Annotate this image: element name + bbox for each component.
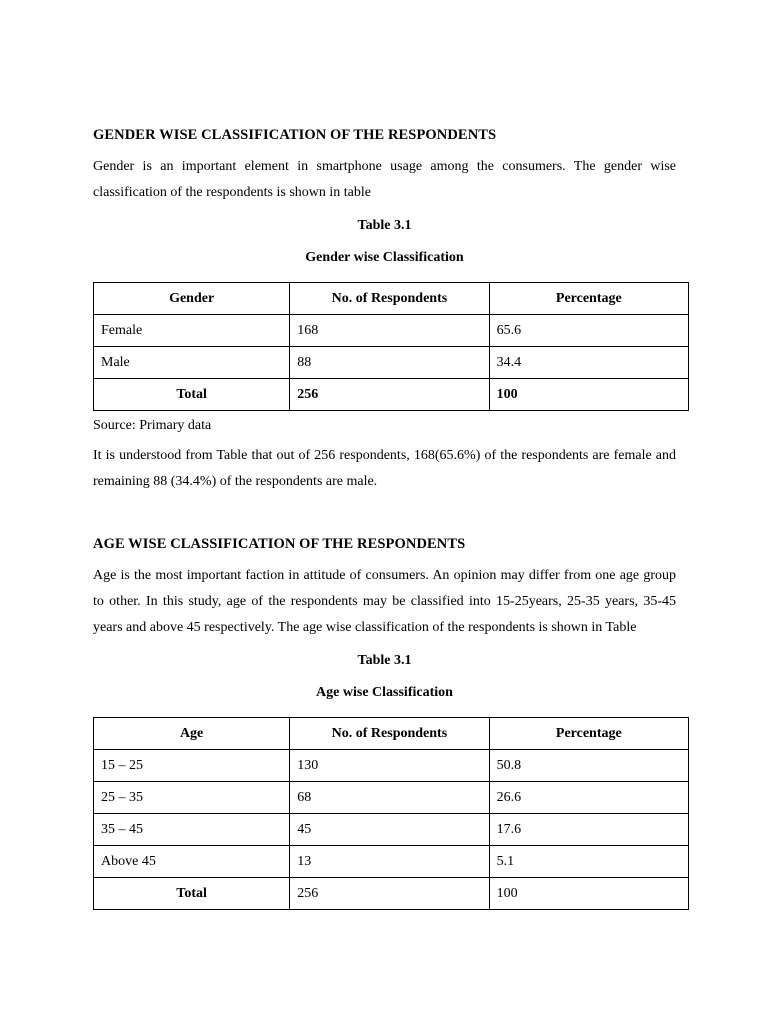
table-cell: Male [94,347,290,379]
table-cell: 168 [290,315,489,347]
table-cell: 26.6 [489,782,688,814]
table-cell: 17.6 [489,814,688,846]
gender-section-heading: GENDER WISE CLASSIFICATION OF THE RESPONDENTS [93,127,497,143]
table-cell: 13 [290,846,489,878]
table-cell: 256 [290,379,489,411]
age-table-title: Age wise Classification [316,685,453,700]
table-cell: 100 [489,878,688,910]
table-total-row [94,379,689,411]
table-cell: 65.6 [489,315,688,347]
column-header: Age [94,718,290,750]
table-total-row [94,878,689,910]
column-header: Percentage [489,718,688,750]
age-section-heading: AGE WISE CLASSIFICATION OF THE RESPONDENTS [93,536,466,552]
table-cell: Female [94,315,290,347]
table-row [94,846,689,878]
gender-table-title: Gender wise Classification [305,250,464,265]
column-header: Gender [94,283,290,315]
table-cell: Above 45 [94,846,290,878]
gender-intro-paragraph: Gender is an important element in smartphone usage among the consumers. The gender wise classification of the respondents is shown in table [93,159,676,200]
table-cell: 100 [489,379,688,411]
table-cell: 130 [290,750,489,782]
table-cell: 15 – 25 [94,750,290,782]
table-header-row [94,718,689,750]
table-row [94,814,689,846]
table-header-row [94,283,689,315]
age-intro-paragraph: Age is the most important faction in attitude of consumers. An opinion may differ from one age group to other. In this study, age of the respondents may be classified into 15-25years, 25-35 years, 35-45 years and above 45 respectively. The age wise classification of the respondents is shown in Table [93,568,676,635]
table-cell: Total [94,878,290,910]
table-cell: 35 – 45 [94,814,290,846]
table-row [94,315,689,347]
gender-table-number: Table 3.1 [357,218,412,233]
table-cell: 45 [290,814,489,846]
table-row [94,750,689,782]
table-cell: 25 – 35 [94,782,290,814]
age-table [93,717,689,910]
table-cell: 5.1 [489,846,688,878]
table-row [94,347,689,379]
table-cell: 68 [290,782,489,814]
table-cell: Total [94,379,290,411]
table-cell: 256 [290,878,489,910]
table-cell: 34.4 [489,347,688,379]
table-cell: 88 [290,347,489,379]
table-cell: 50.8 [489,750,688,782]
age-table-number: Table 3.1 [357,653,412,668]
column-header: Percentage [489,283,688,315]
gender-source-note: Source: Primary data [93,418,212,433]
gender-conclusion-paragraph: It is understood from Table that out of 256 respondents, 168(65.6%) of the respondents are female and remaining 88 (34.4%) of the respondents are male. [93,448,676,489]
table-row [94,782,689,814]
column-header: No. of Respondents [290,283,489,315]
document-page [93,120,676,910]
gender-table [93,282,689,411]
column-header: No. of Respondents [290,718,489,750]
